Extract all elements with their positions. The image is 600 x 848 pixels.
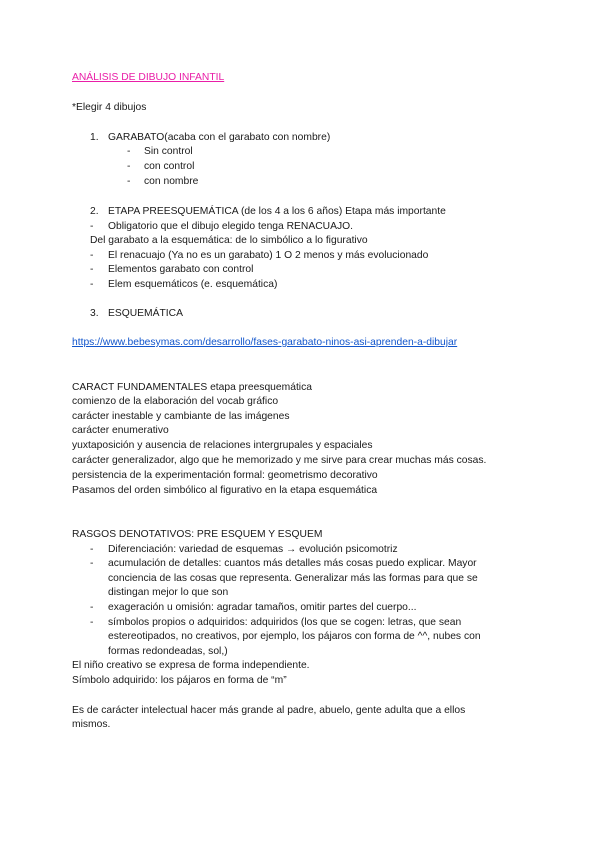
closing-line: Es de carácter intelectual hacer más grande al padre, abuelo, gente adulta que a ellos xyxy=(72,705,466,716)
caract-line: Pasamos del orden simbólico al figurativo en la etapa esquemática xyxy=(72,485,378,496)
section-2-item: Obligatorio que el dibujo elegido tenga RENACUAJO. xyxy=(108,221,353,232)
caract-line: carácter generalizador, algo que he memorizado y me sirve para crear muchas más cosas. xyxy=(72,455,487,466)
section-3-number: 3. xyxy=(90,308,99,319)
dash: - xyxy=(90,544,94,555)
reference-link[interactable]: https://www.bebesymas.com/desarrollo/fases-garabato-ninos-asi-aprenden-a-dibujar xyxy=(72,337,458,348)
intro-line: *Elegir 4 dibujos xyxy=(72,102,147,113)
rasgos-item-cont: conciencia de las cosas que representa. Generalizar más las formas para que se xyxy=(108,573,478,584)
dash: - xyxy=(90,279,94,290)
rasgos-item-cont: formas redondeadas, sol,) xyxy=(108,646,228,657)
rasgos-item: símbolos propios o adquiridos: adquiridos (los que se cogen: letras, que sean xyxy=(108,617,462,628)
section-2-item: Elementos garabato con control xyxy=(108,264,254,275)
caract-line: persistencia de la experimentación formal: geometrismo decorativo xyxy=(72,470,378,481)
dash: - xyxy=(90,617,94,628)
rasgos-after: El niño creativo se expresa de forma independiente. xyxy=(72,660,310,671)
caract-line: comienzo de la elaboración del vocab gráfico xyxy=(72,396,279,407)
section-2-number: 2. xyxy=(90,206,99,217)
caract-line: carácter inestable y cambiante de las imágenes xyxy=(72,411,290,422)
dash: - xyxy=(127,176,131,187)
section-2-item: El renacuajo (Ya no es un garabato) 1 O 2 menos y más evolucionado xyxy=(108,250,429,261)
rasgos-after: Símbolo adquirido: los pájaros en forma de “m” xyxy=(72,675,287,686)
dash: - xyxy=(90,602,94,613)
dash: - xyxy=(127,146,131,157)
dash: - xyxy=(127,161,131,172)
rasgos-item: Diferenciación: variedad de esquemas → evolución psicomotriz xyxy=(108,544,398,555)
section-1-item: con nombre xyxy=(144,176,199,187)
caract-line: yuxtaposición y ausencia de relaciones intergrupales y espaciales xyxy=(72,440,373,451)
dash: - xyxy=(90,558,94,569)
rasgos-item-cont: estereotipados, no creativos, por ejemplo, los pájaros con forma de ^^, nubes con xyxy=(108,631,481,642)
section-2-heading: ETAPA PREESQUEMÁTICA (de los 4 a los 6 años) Etapa más importante xyxy=(108,206,446,217)
dash: - xyxy=(90,250,94,261)
dash: - xyxy=(90,221,94,232)
caract-heading: CARACT FUNDAMENTALES etapa preesquemática xyxy=(72,382,312,393)
rasgos-item: exageración u omisión: agradar tamaños, omitir partes del cuerpo... xyxy=(108,602,417,613)
document-title: ANÁLISIS DE DIBUJO INFANTIL xyxy=(72,72,225,83)
rasgos-heading: RASGOS DENOTATIVOS: PRE ESQUEM Y ESQUEM xyxy=(72,529,323,540)
section-2-item: Elem esquemáticos (e. esquemática) xyxy=(108,279,278,290)
section-1-item: Sin control xyxy=(144,146,193,157)
rasgos-item: acumulación de detalles: cuantos más detalles más cosas puedo explicar. Mayor xyxy=(108,558,477,569)
dash: - xyxy=(90,264,94,275)
section-1-number: 1. xyxy=(90,132,99,143)
section-1-item: con control xyxy=(144,161,195,172)
closing-line: mismos. xyxy=(72,719,111,730)
section-2-note: Del garabato a la esquemática: de lo simbólico a lo figurativo xyxy=(90,235,368,246)
section-3-heading: ESQUEMÁTICA xyxy=(108,308,183,319)
caract-line: carácter enumerativo xyxy=(72,425,169,436)
section-1-heading: GARABATO(acaba con el garabato con nombre) xyxy=(108,132,331,143)
rasgos-item-cont: distingan mejor lo que son xyxy=(108,587,229,598)
